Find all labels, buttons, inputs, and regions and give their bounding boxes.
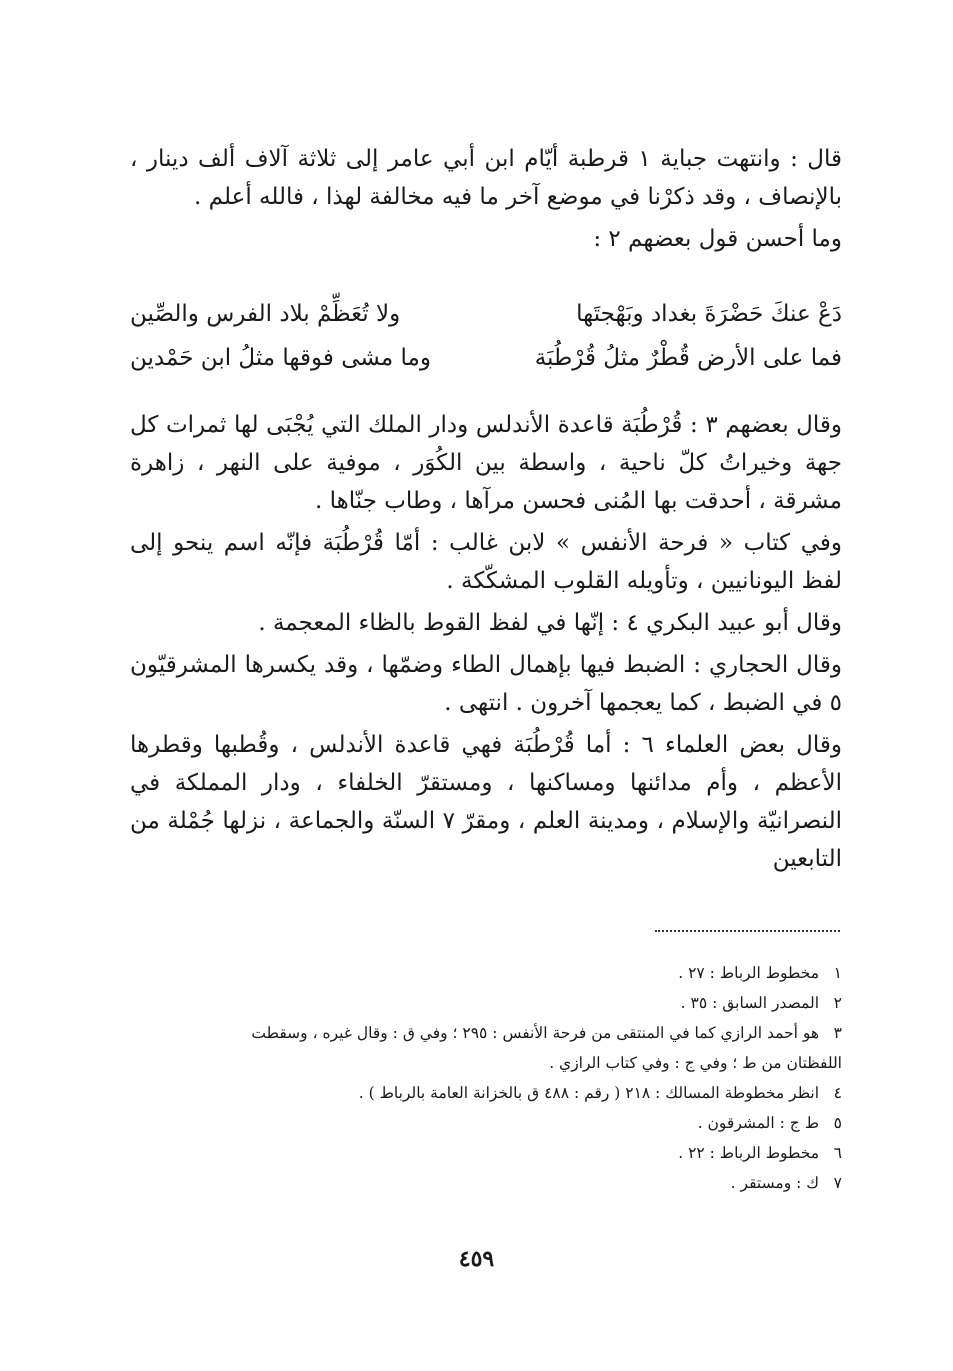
footnote-number: ٣ bbox=[833, 1024, 842, 1042]
paragraph-ulama: وقال بعض العلماء ٦ : أما قُرْطُبَة فهي قاعدة الأندلس ، وقُطبها وقطرها الأعظم ، وأم مدائنها ومساكنها ، ومستقرّ الخلفاء ، ودار المملكة في النصرانيّة والإسلام ، ومدينة العلم ، ومقرّ ٧ السنّة والجماعة ، نزلها جُمْلة من التابعين bbox=[130, 732, 843, 872]
footnote bbox=[140, 1018, 842, 1048]
footnote-continuation: اللفظتان من ط ؛ وفي ج : وفي كتاب الرازي . bbox=[549, 1054, 842, 1072]
footnote-text: مخطوط الرباط : ٢٢ . bbox=[678, 1144, 820, 1162]
verse-second-hemistich: وما مشى فوقها مثلُ ابن حَمْدين bbox=[130, 345, 431, 371]
footnote-text: ط ج : المشرقون . bbox=[697, 1114, 820, 1132]
page-body bbox=[130, 140, 842, 882]
footnote-text: ك : ومستقر . bbox=[730, 1174, 820, 1192]
paragraph-bakri: وقال أبو عبيد البكري ٤ : إنّها في لفظ القوط بالظاء المعجمة . bbox=[258, 610, 842, 636]
footnote-number: ٥ bbox=[833, 1114, 842, 1132]
footnote-text: انظر مخطوطة المسالك : ٢١٨ ( رقم : ٤٨٨ ق بالخزانة العامة بالرباط ) . bbox=[358, 1084, 820, 1102]
footnote bbox=[140, 988, 842, 1018]
verse-first-hemistich: فما على الأرض قُطْرٌ مثلُ قُرْطُبَة bbox=[534, 345, 842, 371]
verse-line bbox=[130, 336, 842, 380]
footnote bbox=[140, 1168, 842, 1198]
footnote-number: ٤ bbox=[833, 1084, 842, 1102]
footnote bbox=[140, 1138, 842, 1168]
footnote-number: ١ bbox=[833, 964, 842, 982]
paragraph-farhat-al-anfus: وفي كتاب « فرحة الأنفس » لابن غالب : أمّا قُرْطُبَة فإنّه اسم ينحو إلى لفظ اليونانيين ، وتأويله القلوب المشكّكة . bbox=[130, 530, 842, 594]
footnote-text: هو أحمد الرازي كما في المنتقى من فرحة الأنفس : ٢٩٥ ؛ وفي ق : وقال غيره ، وسقطت bbox=[251, 1024, 820, 1042]
footnote-text: المصدر السابق : ٣٥ . bbox=[680, 994, 820, 1012]
paragraph-hijari: وقال الحجاري : الضبط فيها بإهمال الطاء وضمّها ، وقد يكسرها المشرقيّون ٥ في الضبط ، كما يعجمها آخرون . انتهى . bbox=[130, 652, 842, 716]
footnote-number: ٧ bbox=[833, 1174, 842, 1192]
paragraph-jibaya: قال : وانتهت جباية ١ قرطبة أيّام ابن أبي عامر إلى ثلاثة آلاف ألف دينار ، بالإنصاف ، وقد ذكرْنا في موضع آخر ما فيه مخالفة لهذا ، فالله أعلم . bbox=[130, 146, 842, 210]
poem bbox=[130, 292, 842, 380]
paragraph-intro-verse: وما أحسن قول بعضهم ٢ : bbox=[593, 226, 842, 252]
footnote bbox=[140, 958, 842, 988]
footnote-number: ٦ bbox=[833, 1144, 842, 1162]
verse-second-hemistich: ولا تُعَظِّمْ بلاد الفرس والصِّين bbox=[130, 301, 401, 327]
footnote-number: ٢ bbox=[833, 994, 842, 1012]
footnote-text: مخطوط الرباط : ٢٧ . bbox=[678, 964, 820, 982]
paragraph-qurtuba-capital: وقال بعضهم ٣ : قُرْطُبَة قاعدة الأندلس ودار الملك التي يُجْبَى لها ثمرات كل جهة وخيراتُ كلّ ناحية ، واسطة بين الكُوَر ، موفية على النهر ، زاهرة مشرقة ، أحدقت بها المُنى فحسن مرآها ، وطاب جنّاها . bbox=[130, 412, 842, 514]
footnote bbox=[140, 1078, 842, 1108]
page-number: ٤٥٩ bbox=[458, 1246, 495, 1272]
verse-line bbox=[130, 292, 842, 336]
footnote bbox=[140, 1108, 842, 1138]
footnotes bbox=[140, 958, 842, 1198]
footnote-divider bbox=[655, 930, 840, 932]
verse-first-hemistich: دَعْ عنكَ حَضْرَةَ بغداد وبَهْجتَها bbox=[576, 301, 842, 327]
